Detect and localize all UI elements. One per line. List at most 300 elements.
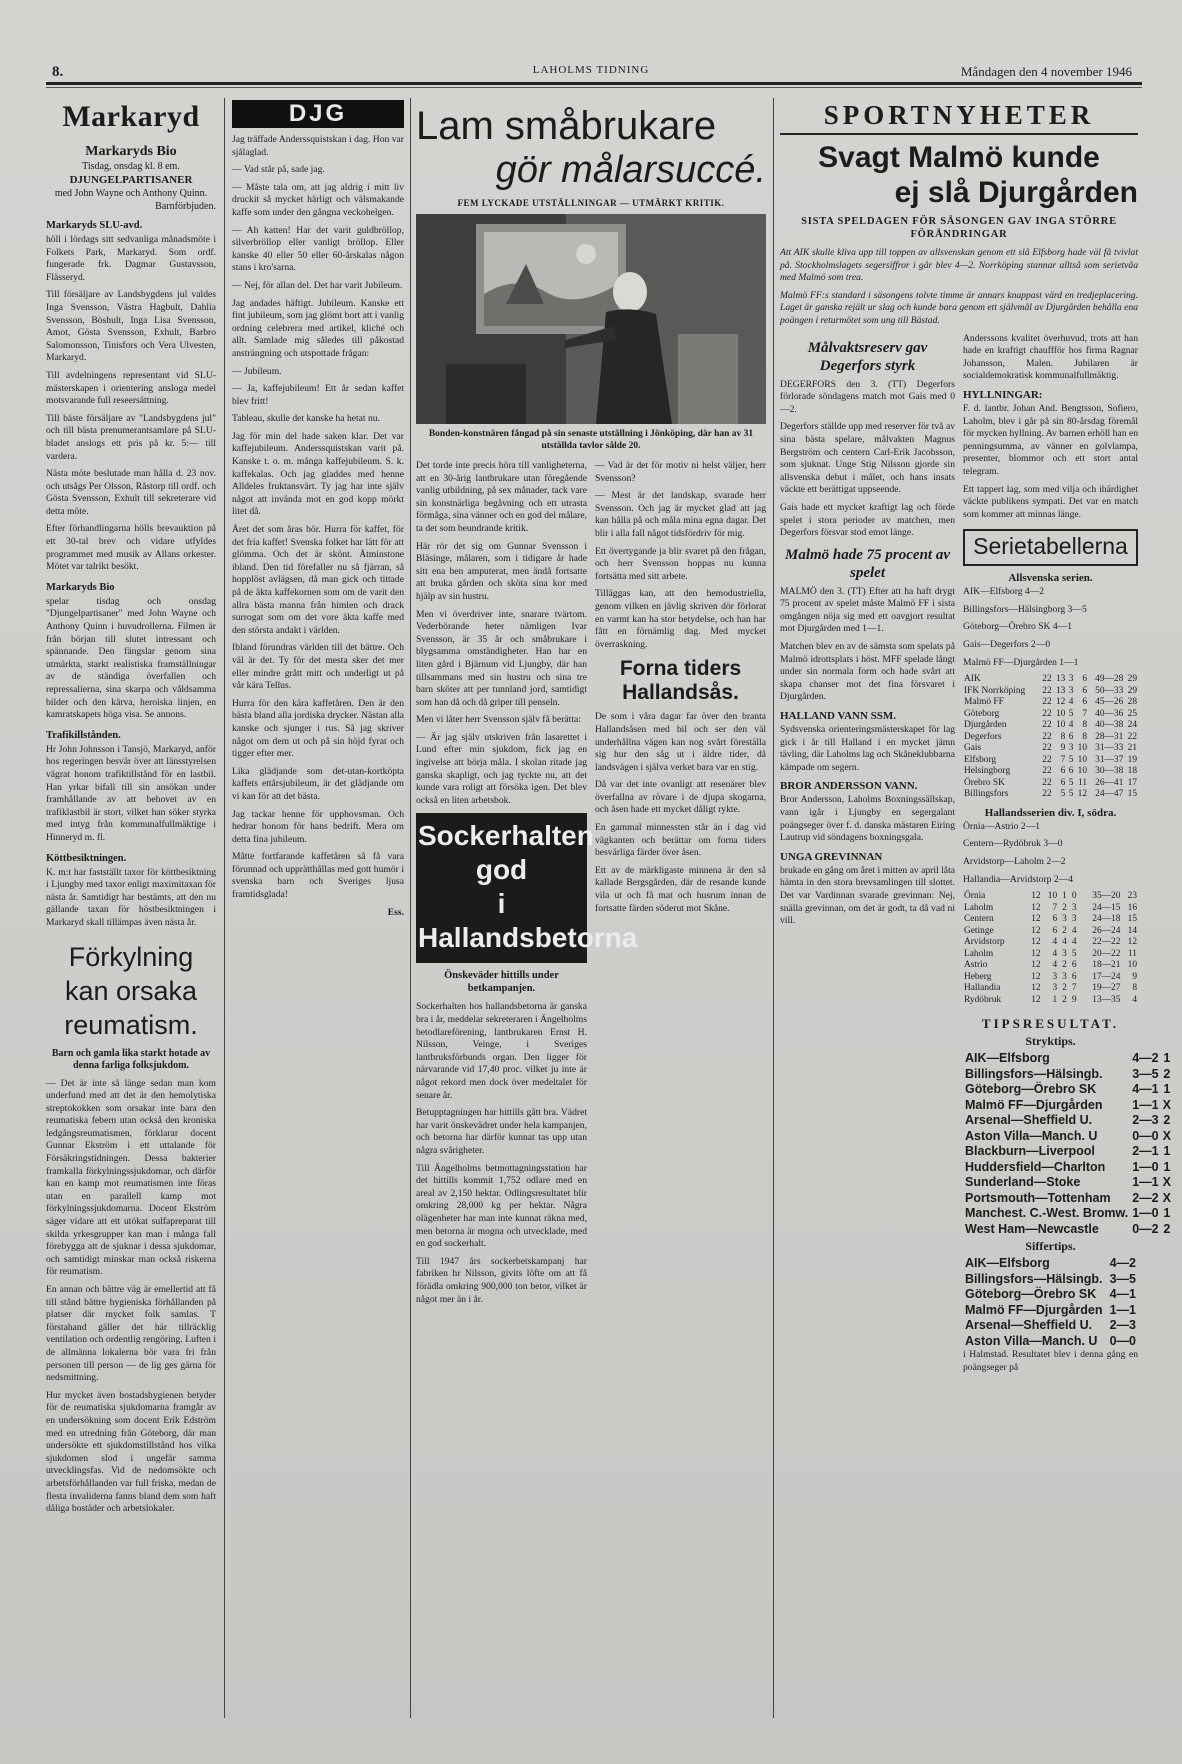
table-cell: 8 xyxy=(1132,983,1137,994)
paper-name: LAHOLMS TIDNING xyxy=(532,64,650,76)
masthead-rule-thin xyxy=(46,87,1142,88)
table-cell: 22 xyxy=(1042,720,1052,731)
article-paragraph: — Vad står på, sade jag. xyxy=(232,164,325,176)
column-signature: Ess. xyxy=(387,906,404,918)
table-cell: 24—47 xyxy=(1095,789,1124,800)
tips-row xyxy=(963,1318,1138,1334)
table-cell: 1—0 xyxy=(1132,1159,1159,1174)
table-cell: 45—26 xyxy=(1095,697,1124,708)
table-cell: 22 xyxy=(1042,789,1052,800)
league-table xyxy=(963,891,1138,1006)
table-cell: 24—15 xyxy=(1092,902,1121,913)
table-cell: 22 xyxy=(1042,697,1052,708)
table-cell: 11 xyxy=(1078,777,1088,788)
table-cell: Göteborg—Örebro SK xyxy=(965,1287,1097,1302)
article-paragraph: Året det som åras bör. Hurra för kaffet, för det fria kaffet! Svenska folket har lätt för att glömma. Och det är skönt. Åtminstone ibland. Den tid förefaller nu så fjärran, så hopplöst avlägsen, då man gick och tittade på de äkta kaffekornen som om de varit den allra bästa manna från himlen och drack surrogat som om det vore äkta kaffe med den största andakt i världen. xyxy=(232,524,404,636)
article-paragraph: Tableau, skulle det kanske ha hetat nu. xyxy=(232,413,380,425)
tips-table xyxy=(963,1051,1173,1237)
table-cell: Manchest. C.-West. Bromw. xyxy=(965,1206,1129,1221)
table-cell: 10 xyxy=(1055,708,1066,719)
table-cell: AIK—Elfsborg xyxy=(965,1051,1050,1066)
article-paragraph: Hurra för den kära kaffetåren. Den är den bästa bland alla jordiska drycker. Nästan alla kanske och sjunger i rus. Så jag skriver något om dem ut och på sin höjd fyrat och tigger efter mer. xyxy=(232,697,404,760)
feature-kicker: FEM LYCKADE UTSTÄLLNINGAR — UTMÄRKT KRITIK. xyxy=(457,198,725,208)
table-cell: Billingsfors xyxy=(964,789,1009,800)
table-cell: 29 xyxy=(1127,674,1137,685)
article-paragraph: Anderssons kvalitet överhuvud, trots att han hade en kraftigt chauffför hos firma Ragnar Johansson, Malen. Jubilaren är socialdemokratisk kommunalfullmäktig. xyxy=(963,332,1138,382)
issue-date: Måndagen den 4 november 1946 xyxy=(960,64,1132,79)
table-cell: 12 xyxy=(1031,902,1041,913)
tips-row xyxy=(963,1303,1138,1319)
table-cell: 26—24 xyxy=(1092,925,1121,936)
feature-article xyxy=(416,100,766,1720)
table-cell: 3 xyxy=(1068,743,1074,754)
table-cell: 6 xyxy=(1082,697,1088,708)
tips-row xyxy=(963,1175,1173,1191)
table-cell: Billingsfors—Hälsingb. xyxy=(965,1271,1103,1286)
table-cell: 4 xyxy=(1062,937,1067,948)
table-cell: 22 xyxy=(1042,685,1052,696)
table-cell: 12 xyxy=(1031,983,1041,994)
feature-headline-line1: Lam småbrukare xyxy=(416,104,717,148)
table-cell: Göteborg—Örebro SK xyxy=(965,1082,1097,1097)
table-cell: 19 xyxy=(1127,754,1137,765)
table-cell: 9 xyxy=(1132,971,1137,982)
article-paragraph: Jag tackar henne för upphovsman. Och hedrar honom för hans bedrift. Mera om detta fina jubileum. xyxy=(232,808,404,845)
table-cell: Djurgården xyxy=(964,720,1007,731)
column-markaryd xyxy=(46,100,216,1720)
tips-row xyxy=(963,1051,1173,1067)
table-cell: 15 xyxy=(1127,914,1137,925)
article-paragraph: Sydsvenska orienteringsmästerskapet för lag gick i år till Halland i en mycket jämn tävling, där Laholms lag och Skåneklubbarna kämpade om segern. xyxy=(780,724,955,773)
article-heading: Trafikillstånden. xyxy=(46,729,121,741)
table-cell: 6 xyxy=(1052,925,1058,936)
table-cell: 18 xyxy=(1127,766,1137,777)
table-cell: 2—1 xyxy=(1132,1144,1159,1159)
article-paragraph: Ett övertygande ja blir svaret på den frågan, och herr Svensson hoppas nu kunna fortsätta med sitt arbete. xyxy=(595,545,766,582)
article-paragraph: Här rör det sig om Gunnar Svensson i Bläsinge, målaren, som i tidigare år hade sitt ena ben amputerat, men ändå fortsatte att bruka gården och sköta sina kor med hjälp av sin hustru. xyxy=(416,540,587,602)
article-paragraph: — Jubileum. xyxy=(232,365,282,377)
table-cell: Portsmouth—Tottenham xyxy=(965,1190,1111,1205)
sports-headline-line2: ej slå Djurgården xyxy=(894,176,1138,209)
table-cell: West Ham—Newcastle xyxy=(965,1221,1099,1236)
table-cell: 23 xyxy=(1127,891,1137,902)
table-cell: 17—24 xyxy=(1092,971,1121,982)
masthead-rule xyxy=(46,82,1142,85)
table-cell: Sunderland—Stoke xyxy=(965,1175,1081,1190)
table-cell: 22 xyxy=(1042,766,1052,777)
table-cell: 3 xyxy=(1068,674,1074,685)
table-cell: 2—2 xyxy=(1132,1190,1159,1205)
table-cell: 12 xyxy=(1031,925,1041,936)
sugar-headline-line1: Sockerhalten god xyxy=(418,820,594,886)
article-paragraph: Efter förhandlingarna hölls brevauktion på ett 30-tal brev och vidare utfyldes programmet med musik av Allans orkester. Mötet var talrikt besökt. xyxy=(46,523,216,573)
table-row xyxy=(963,891,1138,903)
section-title: Markaryd xyxy=(62,100,200,133)
table-cell: 6 xyxy=(1060,777,1066,788)
sports-section xyxy=(780,100,1171,1720)
table-cell: 3 xyxy=(1052,971,1058,982)
table-cell: 6 xyxy=(1082,685,1088,696)
table-cell: 22 xyxy=(1042,754,1052,765)
column-divider xyxy=(224,98,225,1718)
table-cell: 8 xyxy=(1082,731,1088,742)
column-banner: DJG xyxy=(232,100,404,128)
league-results xyxy=(963,821,1138,886)
article-heading: UNGA GREVINNAN xyxy=(780,850,883,863)
table-cell: Arsenal—Sheffield U. xyxy=(965,1318,1093,1333)
article-paragraph: Måtte fortfarande kaffetåren så få vara förunnad och upprätthållas med gott humör i svenska barn och Sveriges ljusa framtidsglada! xyxy=(232,851,404,901)
result-line: Centern—Rydöbruk 3—0 xyxy=(963,838,1063,850)
table-cell: 0 xyxy=(1071,891,1077,902)
tips-row xyxy=(963,1191,1173,1207)
table-row xyxy=(963,914,1138,926)
table-cell: 4 xyxy=(1071,937,1077,948)
table-cell: 22 xyxy=(1127,731,1137,742)
tips-table xyxy=(963,1256,1138,1349)
league-table xyxy=(963,674,1138,801)
article-paragraph: Ett tappert lag, som med vilja och ihärdighet väckte publikens sympati. Det var en match som kommer att minnas länge. xyxy=(963,483,1138,520)
table-cell: Elfsborg xyxy=(964,754,997,765)
table-cell: 2—3 xyxy=(1109,1318,1136,1333)
article-paragraph: Gais hade ett mycket kraftigt lag och förde spelet i stora perioder av matchen, men Degerfors försvar stod emot länge. xyxy=(780,501,955,539)
table-cell: 10 xyxy=(1047,891,1058,902)
article-paragraph: — Det är inte så länge sedan man kom underfund med att det är den hemolytiska streptokokken som orsakar inte bara den reumatiska febern utan också den kroniska ledgångsreumatismen, förklarar docent Gunnar Ekström i ett uttalande för Försäkringstidningen. Dessa bakterier framkalla förkylningssjukdomar, och därför kan en kamp mot reumatismen inte föras utan en parallell kamp mot förkylningssjukdomarna. Docent Ekström säger vidare att ett utökat sulfapreparat till skilda yrkesgrupper kan man i många fall förebygga att de sjuknar i dessa sjukdomar, och samtidigt minskar man också riskerna för reumatism. xyxy=(46,1077,216,1278)
article-paragraph: Nästa möte beslutade man hålla d. 23 nov. och utsågs Per Olsson, Råstorp till ordf. och Gösta Svensson, Exhult till sekreterare vid detta möte. xyxy=(46,468,216,517)
table-row xyxy=(963,995,1138,1007)
photo-caption: Bonden-konstnären fångad på sin senaste utställning i Jönköping, där han av 31 utställda tavlor sålde 20. xyxy=(428,429,754,451)
table-cell: 7 xyxy=(1060,754,1066,765)
feature-photo xyxy=(416,214,766,424)
table-cell: Rydöbruk xyxy=(964,994,1002,1005)
page-number: 8. xyxy=(52,64,64,80)
article-paragraph: Till avdelningens representant vid SLU-mästerskapen i orientering ansloga medel motsvarande full reseersättning. xyxy=(46,369,216,407)
table-cell: 21 xyxy=(1127,743,1137,754)
tips-row xyxy=(963,1098,1173,1114)
tips-row xyxy=(963,1144,1173,1160)
tips-row xyxy=(963,1067,1173,1083)
article-paragraph: Till bäste försäljare av "Landsbygdens jul" och till bästa prenumerantsamlare på SLU-bladet anslogs ett pris på kr. 5:— till vardera. xyxy=(46,412,216,462)
table-cell: 4—1 xyxy=(1109,1287,1136,1302)
table-cell: 14 xyxy=(1127,925,1137,936)
table-cell: 2 xyxy=(1062,925,1067,936)
table-cell: 3 xyxy=(1068,685,1074,696)
table-cell: 1—1 xyxy=(1132,1097,1159,1112)
table-cell: 9 xyxy=(1071,994,1077,1005)
column-divider xyxy=(773,98,774,1718)
table-cell: 8 xyxy=(1060,731,1066,742)
table-row xyxy=(963,937,1138,949)
table-cell: 25 xyxy=(1127,708,1137,719)
table-cell: 40—38 xyxy=(1095,720,1124,731)
article-paragraph: Jag andades häftigt. Jubileum. Kanske ett fint jubileum, som jag glömt bort att i vanlig ordning celebrera med artikel, kliché och allt. Samlade mig således till påkostad ansträngning och utspottade frågan: xyxy=(232,297,404,359)
table-cell: 29 xyxy=(1127,685,1137,696)
table-cell: 18—21 xyxy=(1092,960,1121,971)
article-paragraph: F. d. lantbr. Johan And. Bengtsson, Sofiero, Laholm, blev i går på sin 80-årsdag föremål för mycken hyllning. Av barnen erhöll han en penningsumma, av vänner en golvlampa, presenter, blommor och ett stort antal telegram. xyxy=(963,402,1138,477)
table-cell: 31—37 xyxy=(1095,754,1124,765)
masthead xyxy=(0,0,1182,100)
table-row xyxy=(963,697,1138,709)
table-cell: 35—20 xyxy=(1092,891,1121,902)
table-cell: Aston Villa—Manch. U xyxy=(965,1333,1098,1348)
table-cell: Laholm xyxy=(964,948,994,959)
result-line: Örnia—Astrio 2—1 xyxy=(963,820,1041,832)
table-cell: Arvidstorp xyxy=(964,937,1005,948)
table-cell: 1 xyxy=(1062,891,1067,902)
table-cell: 6 xyxy=(1052,914,1058,925)
table-cell: 49—28 xyxy=(1095,674,1124,685)
article-paragraph: MALMÖ den 3. (TT) Efter att ha haft drygt 75 procent av spelet måste Malmö FF i sista omgången nöja sig med ett oavgjort resultat mot Djurgården med 1—1. xyxy=(780,585,955,635)
table-cell: 7 xyxy=(1052,902,1058,913)
table-cell: 1 xyxy=(1163,1082,1171,1097)
halland-headline: Forna tiders Hallandsås. xyxy=(619,657,742,705)
table-cell: 31—33 xyxy=(1095,743,1124,754)
table-cell: 12 xyxy=(1127,937,1137,948)
table-cell: 28—31 xyxy=(1095,731,1124,742)
article-paragraph: — Mest är det landskap, svarade herr Svensson. Och jag är mycket glad att jag kan hålla på och måla mina egna dagar. Det blir i alla fall något tidsfördriv för mig. xyxy=(595,490,766,539)
table-cell: AIK—Elfsborg xyxy=(965,1256,1050,1271)
tips-subtitle: Stryktips. xyxy=(1025,1034,1076,1049)
table-cell: Centern xyxy=(964,914,994,925)
article-paragraph: Jag för min del hade saken klar. Det var kaffejubileum. Anderssquistskan varit på. Kanske t. o. m. många kaffejubileum. S. k. kaffekalas. Och jag gladdes med henne Alldeles fruktansvärt. Ty jag har inte själv något att invända mot en god kopp mörkt litet då. xyxy=(232,430,404,518)
league-tables-banner: Serietabellerna xyxy=(963,529,1138,566)
article-paragraph: Betupptagningen har hittills gått bra. Vädret har varit önskevädret under hela kampanjen, och betorna har därför kunnat tas upp utan några svårigheter. xyxy=(416,1107,587,1156)
table-cell: 1 xyxy=(1163,1051,1171,1066)
table-cell: 2 xyxy=(1062,994,1067,1005)
table-cell: 3 xyxy=(1062,948,1067,959)
table-cell: Laholm xyxy=(964,902,994,913)
table-cell: 7 xyxy=(1082,708,1088,719)
table-cell: 4 xyxy=(1071,925,1077,936)
result-line: Göteborg—Örebro SK 4—1 xyxy=(963,621,1073,633)
film-rating: Barnförbjuden. xyxy=(155,201,216,212)
tips-subtitle: Siffertips. xyxy=(1025,1239,1076,1254)
table-cell: 12 xyxy=(1031,994,1041,1005)
tips-row xyxy=(963,1334,1138,1350)
article-paragraph: Men vi låter herr Svensson själv få berätta: xyxy=(416,714,581,726)
table-cell: 13 xyxy=(1055,674,1066,685)
table-cell: 5 xyxy=(1068,754,1074,765)
table-cell: 4—1 xyxy=(1132,1082,1159,1097)
article-paragraph: Sockerhalten hos hallandsbetorna är ganska bra i år, meddelar sekreteraren i Ängelholms betodlareförening, lantbrukaren Ernst H. Nilsson, Veinge, i Sveriges lantbruksförbunds organ. Den ligger för närvarande vid 17,40 proc. vilket ju inte är något rekord men dock över medeltalet för senare år. xyxy=(416,1001,587,1101)
table-cell: 40—36 xyxy=(1095,708,1124,719)
table-cell: 12 xyxy=(1031,914,1041,925)
table-row xyxy=(963,743,1138,755)
table-cell: 22 xyxy=(1042,743,1052,754)
table-cell: 50—33 xyxy=(1095,685,1124,696)
table-cell: 6 xyxy=(1071,960,1077,971)
sugar-subheadline: Önskeväder hittills under betkampanjen. xyxy=(444,970,559,995)
table-cell: 16 xyxy=(1127,902,1137,913)
table-cell: 2 xyxy=(1163,1221,1171,1236)
article-heading: Markaryds Bio xyxy=(46,581,115,593)
league-results xyxy=(963,586,1138,669)
film-title: DJUNGELPARTISANER xyxy=(69,174,193,186)
table-cell: Malmö FF—Djurgården xyxy=(965,1097,1103,1112)
article-heading: BROR ANDERSSON VANN. xyxy=(780,780,918,793)
table-cell: 4 xyxy=(1068,720,1074,731)
table-cell: 12 xyxy=(1031,971,1041,982)
table-cell: Hallandia xyxy=(964,983,1001,994)
table-row xyxy=(963,720,1138,732)
article-paragraph: — Är jag själv utskriven från lasarettet i Lund efter min sjukdom, fick jag en ingivelse att börja måla. I skolan ritade jag ganska skapligt, och jag tyckte nu, att det kunde vara roligt att försöka igen. Det blev också en liten arbetsbok. xyxy=(416,731,587,806)
table-cell: 6 xyxy=(1068,766,1074,777)
result-line: Arvidstorp—Laholm 2—2 xyxy=(963,855,1066,867)
table-cell: 1 xyxy=(1163,1159,1171,1174)
table-cell: 12 xyxy=(1055,697,1066,708)
table-cell: 12 xyxy=(1031,948,1041,959)
article-paragraph: — Vad är det för motiv ni helst väljer, herr Svensson? xyxy=(595,460,766,484)
table-cell: 28 xyxy=(1127,697,1137,708)
feature-body xyxy=(416,460,766,1311)
table-cell: 4 xyxy=(1052,937,1058,948)
feature-headline-line2: gör målarsuccé. xyxy=(495,149,766,191)
article-paragraph: Lika glädjande som det-utan-kortköpta kaffets ettårsjubileum, är det glädjande om vi kan för att det bästa. xyxy=(232,765,404,802)
table-cell: 1—1 xyxy=(1109,1302,1136,1317)
article-heading: HYLLNINGAR: xyxy=(963,388,1043,401)
table-cell: Aston Villa—Manch. U xyxy=(965,1128,1098,1143)
article-paragraph: i Halmstad. Resultatet blev i denna gång en poängseger på xyxy=(963,1349,1138,1373)
table-cell: 6 xyxy=(1060,766,1066,777)
table-cell: 5 xyxy=(1068,708,1074,719)
sports-headline-line1: Svagt Malmö kunde xyxy=(818,141,1100,174)
article-paragraph: brukade en gång om året i mitten av april låta hämta in den stora brevsamlingen till slottet. Det var Vardinnan svarade grevinnan: Nej, snälla grevinnan, om det är godt, ta då vad ni vill. xyxy=(780,864,955,927)
tips-row xyxy=(963,1082,1173,1098)
table-cell: 13 xyxy=(1055,685,1066,696)
table-cell: 10 xyxy=(1077,766,1088,777)
article-paragraph: Degerfors ställde upp med reserver för två av sina bästa spelare, målvakten Magnus Bergström och centern Carl-Erik Jacobsson, som sjuknat. Unge Stig Nilsson gjorde sin allsvenska debut i målet, och hans insats väckte ett berättigat uppseende. xyxy=(780,421,955,496)
article-paragraph: Men vi överdriver inte, snarare tvärtom. Vederbörande heter nämligen Ivar Svensson, är 35 år och småbrukare i blygsamma omständigheter. Han har en liten gård i Bjärnum vid Ljungby, där han tillsammans med sin hustru och sina tre barn sköter att per tunnland jord, samtidigt som han då och då griper till penseln. xyxy=(416,608,587,708)
table-row xyxy=(963,674,1138,686)
article-paragraph: Då var det inte ovanligt att resenärer blev överfallna av rövare i de djupa skogarna, och åsen hade ett mycket dåligt rykte. xyxy=(595,779,766,816)
tips-row xyxy=(963,1256,1138,1272)
feature-column-left xyxy=(416,460,638,1311)
table-cell: 3 xyxy=(1052,983,1058,994)
sports-column-left xyxy=(780,333,955,1380)
table-cell: Degerfors xyxy=(964,731,1002,742)
article-paragraph: spelar tisdag och onsdag "Djungelpartisaner" med John Wayne och Anthony Quinn i huvudrollerna. Filmen är från början till slutet intressant och spännande. Den fängslar genom sina utmärkta, starkt realistiska framställningar av de ständiga överfallen och repressalierna, sina skarpa och våldsamma bilder och den kärva, heroiska linjen, en kamratskapets höga visa. Se annons. xyxy=(46,595,216,721)
tips-row xyxy=(963,1206,1173,1222)
film-cast: med John Wayne och Anthony Quinn. xyxy=(54,188,208,199)
table-cell: 4 xyxy=(1052,960,1058,971)
table-row xyxy=(963,755,1138,767)
table-cell: 10 xyxy=(1077,743,1088,754)
table-row xyxy=(963,766,1138,778)
article-paragraph: Till försäljare av Landsbygdens jul valdes Inga Svensson, Västra Hagbult, Dahlia Svensson, Böshult, Inga Lisa Svensson, Amot, Gösta Svensson, Exhult, Barbro Salomonsson, Tinisfors och Vera Ulvesten, Markaryd. xyxy=(46,289,216,364)
sports-lead: Att AIK skulle kliva upp till toppen av allsvenskan genom ett slå Elfsborg hade väl få tvivlat på. Stockholmslagets segersiffror i går blev 4—2. Norrköping stannar alltså som serietvåa med Malmö som trea. xyxy=(780,247,1138,284)
tips-row xyxy=(963,1113,1173,1129)
table-cell: 24—18 xyxy=(1092,914,1121,925)
table-row xyxy=(963,960,1138,972)
table-cell: 3—5 xyxy=(1109,1271,1136,1286)
table-cell: 4 xyxy=(1068,697,1074,708)
article-heading: Markaryds SLU-avd. xyxy=(46,220,143,231)
table-row xyxy=(963,709,1138,721)
table-cell: 0—2 xyxy=(1132,1221,1159,1236)
article-paragraph: Bror Andersson, Laholms Boxningssällskap, vann igår i Ljungby en segergalant poängseger över f. d. danska mästaren Eiring Lautrup vid söndagens boxningsgala. xyxy=(780,794,955,844)
article-paragraph: Tilläggas kan, att den hemodustriella, genom vilken en jävlig skriven dör förlorat en varmt kan ha stor betydelse, och han har fått en förnämlig dag. Med mycket överraskning. xyxy=(595,588,766,650)
table-cell: 19—27 xyxy=(1092,983,1121,994)
table-row xyxy=(963,926,1138,938)
table-cell: X xyxy=(1162,1190,1171,1205)
table-cell: 12 xyxy=(1077,789,1088,800)
sports-lead: Malmö FF:s standard i säsongens tolvte timme är annars knappast värd en tredjeplacering. Laget är ganska rejält ur slag och kunde bara genom ett självmål av Djurgården behålla ena poängen i returmötet som ung till Bästad. xyxy=(780,289,1138,326)
table-cell: Helsingborg xyxy=(964,766,1011,777)
table-cell: Billingsfors—Hälsingb. xyxy=(965,1066,1103,1081)
article-paragraph: — Nej, för allan del. Det har varit Jubileum. xyxy=(232,279,403,291)
table-cell: X xyxy=(1162,1175,1171,1190)
table-cell: 12 xyxy=(1031,960,1041,971)
table-cell: Getinge xyxy=(964,925,994,936)
table-cell: Arsenal—Sheffield U. xyxy=(965,1113,1093,1128)
table-cell: 2 xyxy=(1163,1113,1171,1128)
table-cell: 17 xyxy=(1127,777,1137,788)
league-title: Allsvenska serien. xyxy=(1008,572,1093,585)
table-cell: 15 xyxy=(1127,789,1137,800)
table-cell: 1 xyxy=(1163,1144,1171,1159)
column-divider xyxy=(410,98,411,1718)
table-cell: 6 xyxy=(1071,971,1077,982)
tips-title: TIPSRESULTAT. xyxy=(981,1016,1120,1032)
table-cell: 4—2 xyxy=(1109,1256,1136,1271)
table-cell: Huddersfield—Charlton xyxy=(965,1159,1106,1174)
table-cell: 10 xyxy=(1055,720,1066,731)
table-row xyxy=(963,778,1138,790)
table-cell: 1 xyxy=(1052,994,1058,1005)
table-row xyxy=(963,972,1138,984)
table-cell: 3 xyxy=(1071,902,1077,913)
table-cell: AIK xyxy=(964,674,981,685)
table-cell: 22 xyxy=(1042,708,1052,719)
article-subheadline: Barn och gamla lika starkt hotade av denna farliga folksjukdom. xyxy=(51,1047,211,1071)
tips-row xyxy=(963,1160,1173,1176)
table-cell: Gais xyxy=(964,743,982,754)
article-paragraph: Hr John Johnsson i Tansjö, Markaryd, anför hos regeringen besvär över att länsstyrelsen vägrat honom trafiktillstånd för en lastbil. Han yrkar bifall till sin ansökan under framhållande av att behovet av en trafiklastbil är stort, vilket han söker styrka med intyg från kommunalfullmäktige i Hinneryd m. fl. xyxy=(46,743,216,843)
table-cell: 3 xyxy=(1062,914,1067,925)
table-cell: 22 xyxy=(1042,777,1052,788)
table-row xyxy=(963,789,1138,801)
table-cell: 5 xyxy=(1068,789,1074,800)
table-cell: 24 xyxy=(1127,720,1137,731)
painter-photo-illustration xyxy=(416,214,766,424)
tips-row xyxy=(963,1287,1138,1303)
table-cell: X xyxy=(1162,1128,1171,1143)
cinema-title: Markaryds Bio xyxy=(85,144,177,159)
table-row xyxy=(963,732,1138,744)
article-paragraph: Ett av de märkligaste minnena är den så kallade Bergsgården, där de resande kunde vila ut och få mat och husrum innan de fortsatte färden söderut mot Skåne. xyxy=(595,864,766,914)
table-cell: Örebro SK xyxy=(964,777,1005,788)
article-heading: Malmö hade 75 procent av spelet xyxy=(785,546,950,581)
table-row xyxy=(963,949,1138,961)
table-cell: 13—35 xyxy=(1092,994,1121,1005)
league-title: Hallandsserien div. I, södra. xyxy=(984,806,1117,819)
table-cell: 7 xyxy=(1071,983,1077,994)
table-cell: 0—0 xyxy=(1132,1128,1159,1143)
sports-section-title: SPORTNYHETER xyxy=(780,100,1138,135)
table-cell: Malmö FF xyxy=(964,697,1004,708)
table-cell: 9 xyxy=(1060,743,1066,754)
article-paragraph: DEGERFORS den 3. (TT) Degerfors förlorade söndagens match mot Gais med 0—2. xyxy=(780,378,955,415)
article-paragraph: Jag träffade Anderssquistskan i dag. Hon var sjålaglad. xyxy=(232,134,404,158)
table-cell: Göteborg xyxy=(964,708,1000,719)
result-line: Malmö FF—Djurgården 1—1 xyxy=(963,656,1079,668)
article-paragraph: Till 1947 års sockerbetskampanj har fabriken hr Nilsson, givits löfte om att få förädla omkring 900,000 ton betor, vilket är något mer än i år. xyxy=(416,1255,587,1305)
sports-body xyxy=(780,332,1171,1380)
table-cell: 6 xyxy=(1068,731,1074,742)
table-row xyxy=(963,983,1138,995)
table-cell: 4 xyxy=(1132,994,1137,1005)
sports-column-right xyxy=(963,332,1171,1380)
table-cell: 2 xyxy=(1062,983,1067,994)
